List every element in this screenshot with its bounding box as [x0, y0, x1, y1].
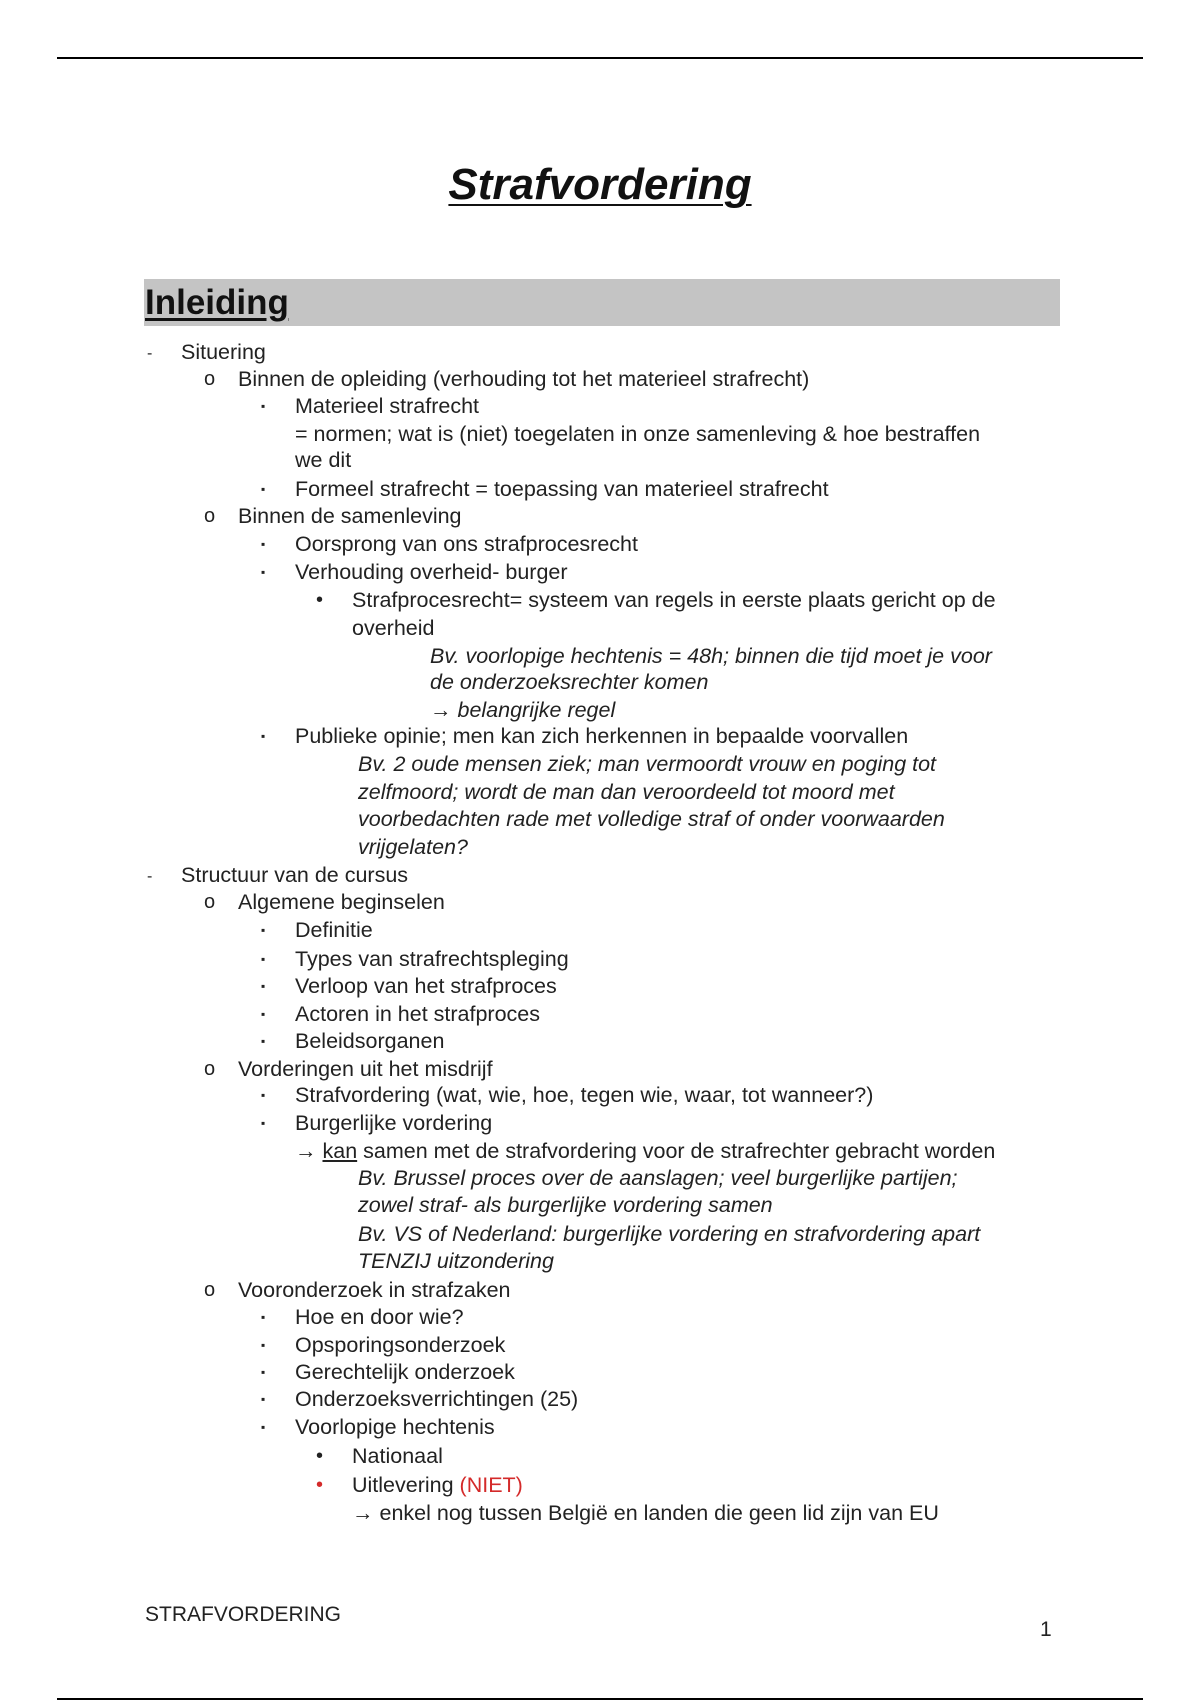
square-bullet: ▪: [261, 1420, 266, 1434]
list-item: Verhouding overheid- burger: [295, 560, 568, 584]
circle-bullet: o: [204, 891, 216, 913]
circle-bullet: o: [204, 368, 216, 390]
list-item: Beleidsorganen: [295, 1029, 445, 1053]
dot-bullet: •: [316, 1445, 324, 1467]
example-text: Bv. voorlopige hechtenis = 48h; binnen die tijd moet je voor: [430, 644, 992, 668]
section-heading: Inleiding: [145, 283, 289, 322]
square-bullet: ▪: [261, 1310, 266, 1324]
list-item-continuation: we dit: [295, 448, 352, 472]
example-text: zowel straf- als burgerlijke vordering samen: [358, 1193, 773, 1217]
square-bullet: ▪: [261, 1007, 266, 1021]
list-item: Vorderingen uit het misdrijf: [238, 1057, 493, 1081]
page-number: 1: [1040, 1618, 1052, 1641]
example-text: Bv. Brussel proces over de aanslagen; veel burgerlijke partijen;: [358, 1166, 958, 1190]
square-bullet: ▪: [261, 1116, 266, 1130]
list-item: Strafprocesrecht= systeem van regels in eerste plaats gericht op de: [352, 588, 996, 612]
dot-bullet: •: [316, 589, 324, 611]
list-item: Opsporingsonderzoek: [295, 1333, 506, 1357]
list-item: Binnen de opleiding (verhouding tot het materieel strafrecht): [238, 367, 810, 391]
dash-bullet: -: [147, 868, 153, 885]
list-item-continuation: overheid: [352, 616, 435, 640]
example-arrow-line: [430, 697, 615, 723]
list-item: Onderzoeksverrichtingen (25): [295, 1387, 579, 1411]
list-item: Situering: [181, 340, 266, 364]
list-item: Nationaal: [352, 1444, 443, 1468]
footer-label: STRAFVORDERING: [145, 1603, 342, 1626]
list-item: [352, 1472, 523, 1498]
list-item-text: Uitlevering: [352, 1473, 460, 1497]
list-item: Algemene beginselen: [238, 890, 445, 914]
arrow-note: [295, 1138, 995, 1164]
circle-bullet: o: [204, 1279, 216, 1301]
square-bullet: ▪: [261, 952, 266, 966]
square-bullet: ▪: [261, 1365, 266, 1379]
arrow-note: [352, 1500, 939, 1526]
top-rule: [57, 57, 1143, 59]
example-text: Bv. 2 oude mensen ziek; man vermoordt vrouw en poging tot: [358, 752, 937, 776]
document-title: Strafvordering: [448, 160, 752, 209]
list-item: Strafvordering (wat, wie, hoe, tegen wie, waar, tot wanneer?): [295, 1083, 874, 1107]
list-item: Definitie: [295, 918, 373, 942]
underlined-word: kan: [322, 1139, 358, 1163]
example-text: zelfmoord; wordt de man dan veroordeeld tot moord met: [358, 780, 895, 804]
list-item: Formeel strafrecht = toepassing van materieel strafrecht: [295, 477, 829, 501]
example-text: TENZIJ uitzondering: [358, 1249, 554, 1273]
arrow-icon: →: [352, 1501, 374, 1525]
square-bullet: ▪: [261, 923, 266, 937]
note-text: samen met de strafvordering voor de strafrechter gebracht worden: [357, 1139, 996, 1163]
list-item: Burgerlijke vordering: [295, 1111, 493, 1135]
note-text: enkel nog tussen België en landen die geen lid zijn van EU: [379, 1501, 939, 1525]
example-text: Bv. VS of Nederland: burgerlijke vordering en strafvordering apart: [358, 1222, 981, 1246]
list-item: Verloop van het strafproces: [295, 974, 557, 998]
list-item: Hoe en door wie?: [295, 1305, 464, 1329]
square-bullet: ▪: [261, 1338, 266, 1352]
example-text: vrijgelaten?: [358, 835, 468, 859]
circle-bullet: o: [204, 1058, 216, 1080]
square-bullet: ▪: [261, 979, 266, 993]
list-item: Materieel strafrecht: [295, 394, 480, 418]
list-item: Binnen de samenleving: [238, 504, 462, 528]
list-item: Vooronderzoek in strafzaken: [238, 1278, 511, 1302]
square-bullet: ▪: [261, 1088, 266, 1102]
circle-bullet: o: [204, 505, 216, 527]
list-item: Oorsprong van ons strafprocesrecht: [295, 532, 638, 556]
list-item-continuation: = normen; wat is (niet) toegelaten in onze samenleving & hoe bestraffen: [295, 422, 981, 446]
list-item: Actoren in het strafproces: [295, 1002, 540, 1026]
arrow-icon: →: [295, 1139, 317, 1163]
arrow-icon: →: [430, 698, 452, 722]
list-item: Voorlopige hechtenis: [295, 1415, 495, 1439]
example-text: voorbedachten rade met volledige straf of onder voorwaarden: [358, 807, 945, 831]
square-bullet: ▪: [261, 729, 266, 743]
square-bullet: ▪: [261, 537, 266, 551]
square-bullet: ▪: [261, 565, 266, 579]
square-bullet: ▪: [261, 1392, 266, 1406]
red-dot-bullet: •: [316, 1474, 324, 1496]
example-text: belangrijke regel: [457, 698, 616, 722]
list-item: Structuur van de cursus: [181, 863, 409, 887]
dash-bullet: -: [147, 345, 153, 362]
list-item: Types van strafrechtspleging: [295, 947, 569, 971]
list-item: Gerechtelijk onderzoek: [295, 1360, 515, 1384]
square-bullet: ▪: [261, 1034, 266, 1048]
not-included-note: (NIET): [459, 1473, 523, 1497]
example-text: de onderzoeksrechter komen: [430, 670, 709, 694]
square-bullet: ▪: [261, 482, 266, 496]
square-bullet: ▪: [261, 399, 266, 413]
list-item: Publieke opinie; men kan zich herkennen in bepaalde voorvallen: [295, 724, 909, 748]
